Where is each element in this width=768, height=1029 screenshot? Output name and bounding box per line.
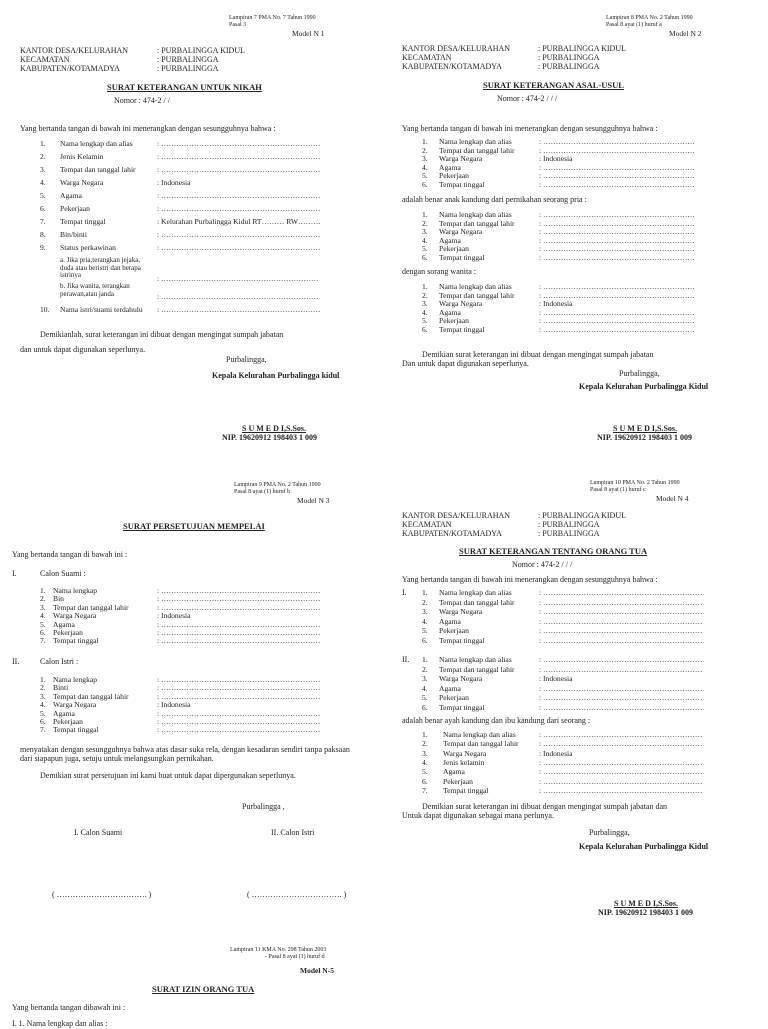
field-value: : ……………………………………………………: [539, 244, 695, 254]
item-number: 1.: [422, 137, 428, 146]
signature-label-groom: I. Calon Suami: [74, 828, 123, 837]
item-label: Tempat tinggal: [443, 785, 489, 795]
item-number: 1.: [40, 139, 46, 148]
header-label: KECAMATAN: [402, 520, 452, 529]
item-label: Agama: [53, 619, 75, 629]
item-number: 4.: [422, 235, 428, 245]
field-value: : ……………………………………………………: [539, 307, 695, 317]
field-value: : ………………………………………………………: [539, 655, 703, 664]
header-value: : PURBALINGGA: [538, 53, 600, 62]
field-value: : ………………………………………………………: [157, 152, 321, 161]
item-number: 10.: [40, 305, 50, 314]
item-label: Tempat tinggal: [439, 325, 485, 334]
sub-item-a: a. Jika pria,terangkan jejaka, duda atau beristri dan berapa istrinya: [60, 256, 141, 279]
header-value: : PURBALINGGA KIDUL: [157, 46, 245, 55]
model-label: Model N 2: [669, 29, 702, 38]
item-label: Agama: [439, 162, 461, 172]
intro-text: Yang bertanda tangan di bawah ini :: [12, 550, 128, 559]
section-text: adalah benar ayah kandung dan ibu kandung dari seorang :: [402, 716, 591, 725]
intro-text: Yang bertanda tangan di bawah ini menerangkan dengan sesungguhnya bahwa :: [402, 575, 658, 584]
lampiran-line: Lampiran 10 PMA No. 2 Tahun 1990: [590, 480, 680, 486]
field-value: : ………………………………………………………: [157, 717, 321, 726]
item-label: Agama: [439, 683, 461, 693]
field-value: : ……………………………………………………: [539, 235, 695, 245]
field-value: : Indonesia: [157, 611, 191, 621]
form-title: SURAT PERSETUJUAN MEMPELAI: [123, 521, 265, 531]
field-value: : ……………………………………………………: [539, 282, 695, 291]
field-value: : ………………………………………………………: [157, 305, 321, 314]
item-number: 2.: [422, 597, 428, 607]
statement-text: dari siapapun juga, setuju untuk melangsungkan pernikahan.: [20, 754, 214, 763]
item-label: Tempat dan tanggal lahir: [439, 597, 515, 607]
item-number: 1.: [422, 730, 428, 739]
field-value: : ……………………………………………………: [539, 290, 695, 300]
item-number: 5.: [40, 619, 46, 629]
item-label: Agama: [439, 235, 461, 245]
field-value: : ……………………………………………………: [539, 316, 695, 326]
item-label: Tempat tinggal: [60, 217, 106, 226]
section-text: adalah benar anak kandung dari pernikahan seorang pria :: [402, 195, 587, 204]
item-label: Nama lengkap dan alias: [439, 210, 512, 219]
nomor: Nomor : 474-2 / /: [114, 96, 170, 105]
field-value: : Kelurahan Purbalingga Kidul RT……… RW………: [157, 217, 321, 226]
item-label: Tempat dan tanggal lahir: [53, 691, 129, 701]
item-number: 3.: [422, 674, 428, 684]
item-label: Bin/binti: [60, 230, 88, 239]
header-value: : PURBALINGGA: [157, 64, 219, 73]
item-number: 2.: [422, 145, 428, 155]
model-label: Model N 1: [292, 29, 325, 38]
field-value: : ……………………………………………………: [539, 253, 695, 262]
signature-line-groom: ( ……………………………. ): [52, 890, 152, 899]
section-label: Calon Istri :: [40, 657, 79, 666]
closing-text: Dan untuk dapat digunakan seperlunya.: [402, 359, 529, 368]
closing-text: Demikian surat keterangan ini dibuat dengan mengingat sumpah jabatan: [422, 350, 654, 359]
item-number: 2.: [422, 739, 428, 749]
field-value: : ……………………………………………………: [539, 218, 695, 228]
header-label: KABUPATEN/KOTAMADYA: [20, 64, 120, 73]
signer-title: Kepala Kelurahan Purbalingga Kidul: [579, 382, 709, 391]
item-number: 1.: [422, 655, 428, 664]
signer-title: Kepala Kelurahan Purbalingga Kidul: [579, 842, 709, 851]
item-label: Tempat tinggal: [53, 725, 99, 735]
field-value: : ………………………………………………………: [157, 619, 321, 629]
item-label: Warga Negara: [53, 700, 97, 710]
item-number: 4.: [40, 700, 46, 710]
item-number: 2.: [40, 594, 46, 604]
item-label: Tempat dan tanggal lahir: [439, 145, 515, 155]
item-label: Tempat dan tanggal lahir: [439, 664, 515, 674]
statement-text: menyatakan dengan sesungguhnya bahwa atas dasar suka rela, dengan kesadaran sendiri tanpa paksaan: [20, 745, 350, 754]
item-label: Nama lengkap dan alias: [439, 588, 512, 597]
field-value: : ………………………………………………………: [539, 785, 703, 795]
item-number: 6.: [422, 636, 428, 645]
signer-nip: NIP. 19620912 198403 1 009: [597, 433, 693, 442]
field-value: : ………………………………………………………: [539, 757, 703, 767]
signer-nip: NIP. 19620912 198403 1 009: [222, 433, 318, 442]
item-number: 2.: [422, 218, 428, 228]
item-label: Tempat tinggal: [439, 636, 485, 645]
item-number: 9.: [40, 243, 46, 252]
header-label: KANTOR DESA/KELURAHAN: [402, 511, 511, 520]
item-label: Warga Negara: [439, 154, 483, 164]
field-value: : ………………………………………………………: [539, 683, 703, 693]
item-number: 1.: [422, 210, 428, 219]
item-number: 4.: [422, 162, 428, 172]
item-label: Agama: [439, 307, 461, 317]
item-number: 4.: [422, 757, 428, 767]
field-value: : ………………………………………………………: [539, 616, 703, 626]
field-value: : ………………………………………………………: [157, 683, 321, 693]
item-number: 2.: [422, 664, 428, 674]
closing-text: dan untuk dapat digunakan seperlunya.: [20, 345, 146, 354]
field-value: : ………………………………………………………: [157, 675, 321, 684]
item-label: Warga Negara: [60, 178, 104, 187]
section-roman: I.: [12, 569, 17, 578]
field-value: : Indonesia: [539, 674, 573, 684]
item-number: 5.: [422, 316, 428, 326]
item-label: Agama: [53, 708, 75, 718]
item-label: Pekerjaan: [439, 693, 469, 703]
section-roman: II.: [402, 655, 410, 664]
item-number: 8.: [40, 230, 46, 239]
item-number: 6.: [422, 180, 428, 189]
field-value: : ………………………………………………………: [157, 628, 321, 637]
signer-name: S U M E D I,S.Sos.: [613, 424, 678, 433]
field-value: : ……………………………………………………: [539, 210, 695, 219]
field-value: : ………………………………………………………: [539, 739, 703, 749]
signer-title: Kepala Kelurahan Purbalingga kidul: [212, 371, 340, 380]
field-value: : ……………………………………………………: [539, 171, 695, 181]
signer-name: S U M E D I,S.Sos.: [242, 424, 307, 433]
item-label: Jenis kelamin: [443, 757, 485, 767]
nomor: Nomor : 474-2 / / /: [512, 560, 573, 569]
header-value: : PURBALINGGA: [157, 55, 219, 64]
item-number: 2.: [40, 683, 46, 693]
field-value: : Indonesia: [157, 700, 191, 710]
item-label: Pekerjaan: [439, 171, 469, 181]
item-label: Tempat tinggal: [53, 636, 99, 646]
field-value: : ………………………………………………………: [157, 708, 321, 718]
lampiran-line: Pasal 8 ayat (1) huruf b: [234, 489, 291, 495]
lampiran-line: Lampiran 8 PMA No. 2 Tahun 1990: [606, 15, 693, 21]
field-value: : ………………………………………………………: [157, 602, 321, 612]
item-label: Pekerjaan: [443, 776, 473, 786]
field-value: : ………………………………………………………: [157, 725, 321, 735]
item-label: Warga Negara: [439, 674, 483, 684]
field-value: : ………………………………………………………: [157, 139, 321, 148]
header-label: KABUPATEN/KOTAMADYA: [402, 529, 502, 538]
lampiran-line: Lampiran 9 PMA No. 2 Tahun 1990: [234, 482, 321, 488]
item-number: 3.: [422, 607, 428, 617]
field-value: : ……………………………………………………: [539, 227, 695, 237]
field-value: : ………………………………………………………: [157, 204, 321, 213]
lampiran-line: - Pasal 8 ayat (1) huruf d: [265, 954, 325, 960]
section-roman: I.: [402, 588, 407, 597]
item-label: Tempat dan tanggal lahir: [443, 739, 519, 749]
field-value: : ………………………………………………………: [539, 693, 703, 703]
field-value: : Indonesia: [539, 299, 573, 309]
partial-item: I. 1. Nama lengkap dan alias :: [12, 1019, 108, 1028]
field-value: : ………………………………………………………: [539, 767, 703, 777]
item-label: Pekerjaan: [53, 717, 83, 726]
field-value: : Indonesia: [539, 748, 573, 758]
place-date: Purbalingga,: [619, 369, 660, 378]
header-label: KANTOR DESA/KELURAHAN: [402, 44, 511, 53]
item-number: 1.: [422, 588, 428, 597]
header-label: KECAMATAN: [402, 53, 452, 62]
field-value: : ………………………………………………………: [539, 730, 703, 739]
item-number: 3.: [422, 154, 428, 164]
item-label: Tempat dan tanggal lahir: [53, 602, 129, 612]
header-value: : PURBALINGGA KIDUL: [538, 511, 626, 520]
field-value: : ………………………………………………………: [157, 636, 321, 646]
item-number: 3.: [40, 165, 46, 174]
section-label: Calon Suami :: [40, 569, 86, 578]
field-value: : ……………………………………………………: [539, 137, 695, 146]
field-value: : ………………………………………………………: [157, 165, 321, 174]
item-label: Pekerjaan: [439, 244, 469, 254]
signature-line-bride: ( ……………………………. ): [247, 890, 347, 899]
item-number: 4.: [422, 307, 428, 317]
item-label: Pekerjaan: [53, 628, 83, 637]
lampiran-line: Pasal 8 ayat (1) huruf a: [606, 22, 662, 28]
item-number: 6.: [40, 204, 46, 213]
header-value: : PURBALINGGA: [538, 520, 600, 529]
item-number: 7.: [40, 217, 46, 226]
item-number: 3.: [422, 748, 428, 758]
item-number: 1.: [422, 282, 428, 291]
item-number: 5.: [40, 191, 46, 200]
intro-text: Yang bertanda tangan di bawah ini menerangkan dengan sesungguhnya bahwa :: [20, 124, 276, 133]
closing-text: Demikianlah, surat keterangan ini dibuat dengan mengingat sumpah jabatan: [40, 330, 284, 339]
field-value: : ………………………………………………………: [539, 588, 703, 597]
item-label: Tempat tinggal: [439, 180, 485, 189]
form-title: SURAT IZIN ORANG TUA: [152, 984, 255, 994]
field-value: : ………………………………………………………: [539, 597, 703, 607]
item-label: Warga Negara: [439, 607, 483, 617]
item-label: Warga Negara: [443, 748, 487, 758]
item-number: 1.: [40, 586, 46, 595]
model-label: Model N 3: [297, 496, 330, 505]
field-value: : ………………………………………………………: [157, 274, 319, 283]
signature-label-bride: II. Calon Istri: [271, 828, 315, 837]
section-text: dengan sorang wanita :: [402, 267, 476, 276]
item-label: Tempat dan tanggal lahir: [60, 165, 136, 174]
field-value: : ………………………………………………………: [157, 191, 321, 200]
item-label: Warga Negara: [53, 611, 97, 621]
field-value: : ………………………………………………………: [539, 664, 703, 674]
lampiran-line: Pasal 3: [229, 22, 247, 28]
field-value: : ………………………………………………………: [157, 243, 321, 252]
item-label: Nama lengkap dan alias: [439, 137, 512, 146]
form-title: SURAT KETERANGAN UNTUK NIKAH: [107, 82, 262, 92]
item-label: Nama lengkap dan alias: [443, 730, 516, 739]
item-number: 6.: [40, 717, 46, 726]
item-number: 3.: [40, 691, 46, 701]
item-number: 3.: [422, 299, 428, 309]
header-value: : PURBALINGGA: [538, 529, 600, 538]
form-title: SURAT KETERANGAN ASAL-USUL: [483, 80, 624, 90]
header-value: : PURBALINGGA KIDUL: [538, 44, 626, 53]
item-number: 6.: [422, 776, 428, 786]
item-label: Agama: [60, 191, 82, 200]
item-number: 6.: [422, 703, 428, 712]
item-label: Tempat dan tanggal lahir: [439, 290, 515, 300]
item-label: Warga Negara: [439, 299, 483, 309]
item-number: 5.: [422, 767, 428, 777]
field-value: : Indonesia: [539, 154, 573, 164]
intro-text: Yang bertanda tangan dibawah ini :: [12, 1003, 126, 1012]
item-number: 5.: [422, 626, 428, 636]
item-number: 4.: [40, 611, 46, 621]
field-value: : ……………………………………………………: [539, 180, 695, 189]
item-label: Binti: [53, 683, 69, 693]
header-label: KABUPATEN/KOTAMADYA: [402, 62, 502, 71]
item-number: 5.: [422, 693, 428, 703]
field-value: : ………………………………………………………: [539, 607, 703, 617]
field-value: : ……………………………………………………: [539, 325, 695, 334]
item-number: 6.: [422, 253, 428, 262]
lampiran-line: Lampiran 11 KMA No. 298 Tahun 2003: [230, 947, 327, 953]
item-number: 6.: [422, 325, 428, 334]
header-label: KECAMATAN: [20, 55, 70, 64]
nomor: Nomor : 474-2 / / /: [497, 94, 558, 103]
item-label: Tempat tinggal: [439, 703, 485, 712]
lampiran-line: Pasal 8 ayat (1) huruf c: [590, 487, 646, 493]
item-label: Nama lengkap: [53, 586, 98, 595]
closing-text: Demikian surat keterangan ini dibuat dengan mengingat sumpah jabatan dan: [422, 802, 668, 811]
field-value: : ………………………………………………………: [157, 691, 321, 701]
item-number: 3.: [422, 227, 428, 237]
model-label: Model N-5: [300, 966, 334, 975]
item-number: 5.: [40, 708, 46, 718]
item-label: Nama lengkap dan alias: [439, 282, 512, 291]
field-value: : ………………………………………………………: [157, 292, 319, 301]
field-value: : ……………………………………………………: [539, 145, 695, 155]
item-label: Nama lengkap dan alias: [439, 655, 512, 664]
signer-nip: NIP. 19620912 198403 1 009: [598, 908, 694, 917]
item-number: 7.: [40, 636, 46, 646]
item-number: 4.: [40, 178, 46, 187]
item-label: Nama lengkap: [53, 675, 98, 684]
signer-name: S U M E D I,S.Sos.: [614, 899, 679, 908]
field-value: : ………………………………………………………: [157, 230, 321, 239]
place-date: Purbalingga ,: [242, 802, 285, 811]
item-label: Jenis Kelamin: [60, 152, 104, 161]
form-title: SURAT KETERANGAN TENTANG ORANG TUA: [459, 546, 648, 556]
item-label: Pekerjaan: [439, 626, 469, 636]
item-label: Tempat tinggal: [439, 253, 485, 262]
field-value: : ……………………………………………………: [539, 162, 695, 172]
item-number: 4.: [422, 683, 428, 693]
closing-text: Demikian surat persetujuan ini kami buat untuk dapat dipergunakan seperlunya.: [40, 771, 296, 780]
item-label: Agama: [439, 616, 461, 626]
item-number: 5.: [422, 244, 428, 254]
item-number: 5.: [422, 171, 428, 181]
field-value: : ………………………………………………………: [539, 636, 703, 645]
field-value: : Indonesia: [157, 178, 191, 187]
item-label: Agama: [443, 767, 465, 777]
section-roman: II.: [12, 657, 20, 666]
item-number: 6.: [40, 628, 46, 637]
item-label: Warga Negara: [439, 227, 483, 237]
field-value: : ………………………………………………………: [157, 586, 321, 595]
field-value: : ………………………………………………………: [539, 626, 703, 636]
item-number: 3.: [40, 602, 46, 612]
header-label: KANTOR DESA/KELURAHAN: [20, 46, 129, 55]
item-number: 4.: [422, 616, 428, 626]
place-date: Purbalingga,: [589, 828, 630, 837]
header-value: : PURBALINGGA: [538, 62, 600, 71]
item-label: Pekerjaan: [439, 316, 469, 326]
model-label: Model N 4: [656, 494, 689, 503]
item-label: Nama lengkap dan alias: [60, 139, 133, 148]
item-label: Pekerjaan: [60, 204, 90, 213]
lampiran-line: Lampiran 7 PMA No. 7 Tahun 1990: [229, 15, 316, 21]
item-number: 7.: [422, 785, 428, 795]
intro-text: Yang bertanda tangan di bawah ini menerangkan dengan sesungguhnya bahwa :: [402, 124, 658, 133]
place-date: Purbalingga,: [226, 355, 267, 364]
field-value: : ………………………………………………………: [539, 703, 703, 712]
item-label: Nama istri/suami terdahulu: [60, 305, 143, 314]
item-label: Tempat dan tanggal lahir: [439, 218, 515, 228]
item-number: 2.: [40, 152, 46, 161]
item-label: Status perkawinan: [60, 243, 116, 252]
item-label: Bin: [53, 594, 64, 604]
item-number: 7.: [40, 725, 46, 735]
closing-text: Untuk dapat digunakan sebagai mana perlunya.: [402, 811, 554, 820]
field-value: : ………………………………………………………: [157, 594, 321, 604]
field-value: : ………………………………………………………: [539, 776, 703, 786]
item-number: 2.: [422, 290, 428, 300]
sub-item-b: b. Jika wanita, terangkan perawan,atau janda: [60, 282, 130, 298]
item-number: 1.: [40, 675, 46, 684]
